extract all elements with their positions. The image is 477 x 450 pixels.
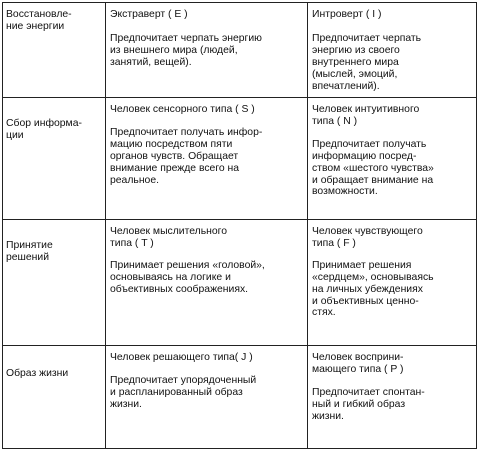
type-description-introvert: Предпочитает черпать энергию из своего внутреннего мира (мыслей, эмоций, впечатлений). bbox=[312, 32, 422, 92]
cell-extravert bbox=[106, 3, 308, 98]
type-heading-thinking: Человек мыслительного типа ( T ) bbox=[110, 226, 228, 249]
type-heading-perceiving: Человек восприни- мающего типа ( P ) bbox=[312, 352, 404, 375]
type-description-extravert: Предпочитает черпать энергию из внешнего мира (людей, занятий, вещей). bbox=[110, 32, 262, 68]
cell-introvert bbox=[308, 3, 477, 98]
type-description-feeling: Принимает решения «сердцем», основываясь на личных убеждениях и объективных ценно- стях. bbox=[312, 259, 434, 319]
table-row-lifestyle bbox=[3, 346, 477, 449]
type-heading-introvert: Интроверт ( I ) bbox=[312, 9, 382, 20]
type-description-intuitive: Предпочитает получать информацию посред- ством «шестого чувства» и обращает внимание на возможности. bbox=[312, 138, 434, 198]
row-label-decisions bbox=[3, 220, 106, 346]
row-label-information bbox=[3, 98, 106, 220]
cell-judging bbox=[106, 346, 308, 449]
table-row-energy bbox=[3, 3, 477, 98]
row-label-text: Восстановле- ние энергии bbox=[6, 9, 72, 32]
row-label-text: Принятие решений bbox=[6, 240, 53, 263]
table-row-information bbox=[3, 98, 477, 220]
type-description-sensing: Предпочитает получать инфор- мацию посредством пяти органов чувств. Обращает внимание прежде всего на реальное. bbox=[110, 126, 263, 186]
type-heading-sensing: Человек сенсорного типа ( S ) bbox=[110, 104, 255, 115]
type-heading-extravert: Экстраверт ( E ) bbox=[110, 9, 188, 20]
type-description-judging: Предпочитает упорядоченный и распланированный образ жизни. bbox=[110, 374, 257, 410]
personality-type-table bbox=[2, 2, 477, 449]
row-label-text: Образ жизни bbox=[6, 368, 69, 379]
row-label-text: Сбор информа- ции bbox=[6, 118, 82, 141]
type-description-perceiving: Предпочитает спонтан- ный и гибкий образ жизни. bbox=[312, 386, 425, 422]
type-description-thinking: Принимает решения «головой», основываясь на логике и объективных соображениях. bbox=[110, 259, 265, 295]
type-heading-feeling: Человек чувствующего типа ( F ) bbox=[312, 226, 423, 249]
type-heading-judging: Человек решающего типа( J ) bbox=[110, 352, 253, 363]
cell-feeling bbox=[308, 220, 477, 346]
type-heading-intuitive: Человек интуитивного типа ( N ) bbox=[312, 104, 420, 127]
cell-intuitive bbox=[308, 98, 477, 220]
cell-thinking bbox=[106, 220, 308, 346]
cell-perceiving bbox=[308, 346, 477, 449]
cell-sensing bbox=[106, 98, 308, 220]
row-label-lifestyle bbox=[3, 346, 106, 449]
row-label-energy bbox=[3, 3, 106, 98]
table-row-decisions bbox=[3, 220, 477, 346]
